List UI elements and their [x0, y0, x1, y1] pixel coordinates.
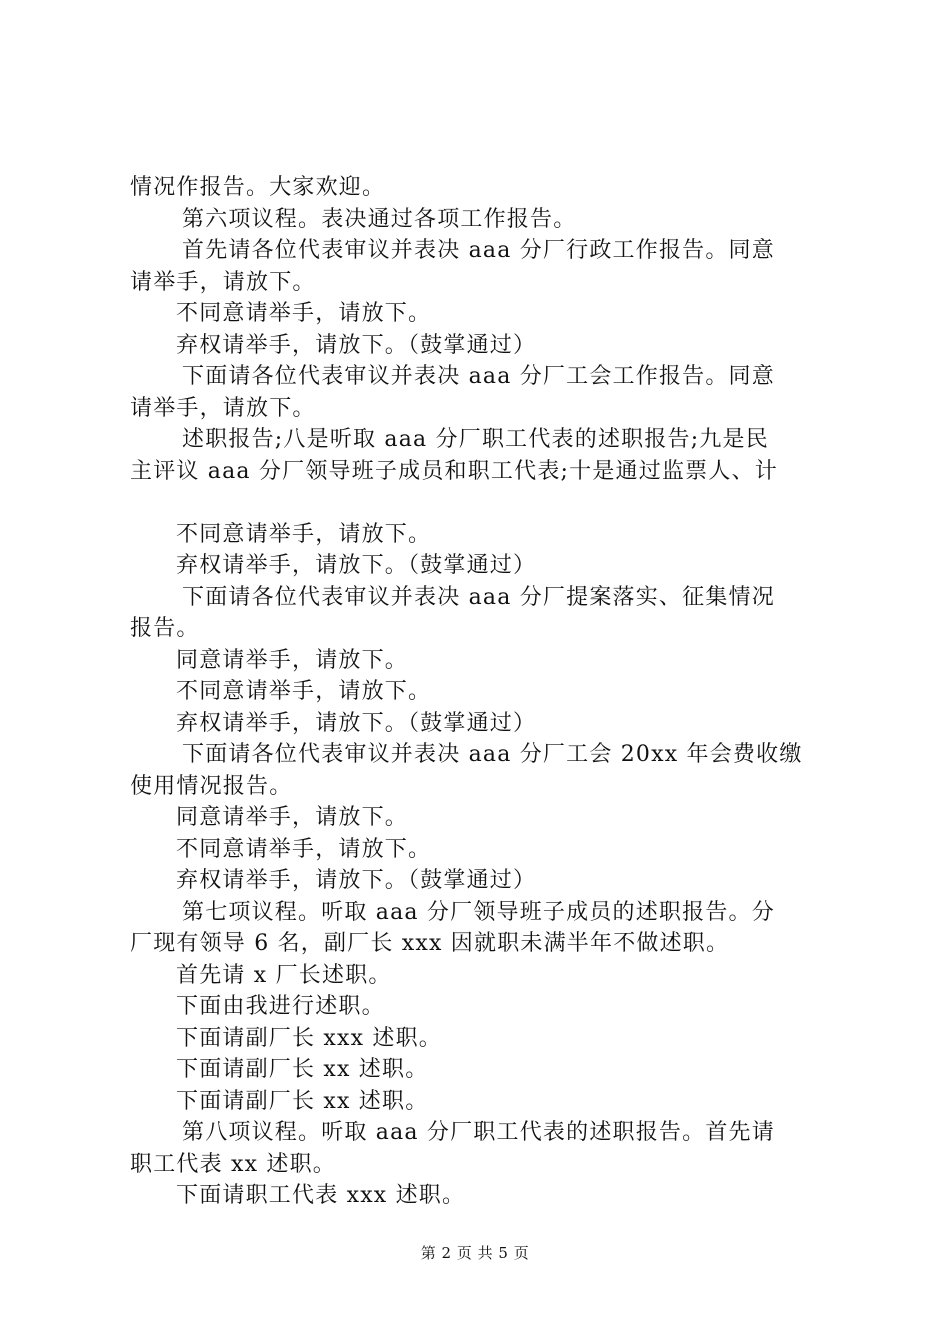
text-line: 同意请举手，请放下。 — [176, 647, 409, 673]
text-line: 下面请职工代表 xxx 述职。 — [176, 1183, 466, 1208]
text-line: 弃权请举手，请放下。（鼓掌通过） — [176, 553, 537, 578]
text-line: 述职报告;八是听取 aaa 分厂职工代表的述职报告;九是民 — [182, 427, 769, 452]
text-line: 厂现有领导 6 名，副厂长 xxx 因就职未满半年不做述职。 — [130, 931, 730, 956]
text-line: 第六项议程。表决通过各项工作报告。 — [182, 206, 577, 232]
text-line: 下面请各位代表审议并表决 aaa 分厂提案落实、征集情况 — [182, 584, 775, 610]
blank-gap — [130, 487, 830, 519]
text-line: 下面请副厂长 xxx 述职。 — [176, 1025, 443, 1051]
text-line: 下面请副厂长 xx 述职。 — [176, 1088, 429, 1114]
text-line: 首先请各位代表审议并表决 aaa 分厂行政工作报告。同意 — [182, 238, 775, 263]
text-line: 职工代表 xx 述职。 — [130, 1151, 337, 1177]
text-line: 下面请各位代表审议并表决 aaa 分厂工会工作报告。同意 — [182, 364, 775, 389]
text-line: 弃权请举手，请放下。（鼓掌通过） — [176, 710, 537, 736]
document-body — [130, 172, 830, 1212]
text-line: 第八项议程。听取 aaa 分厂职工代表的述职报告。首先请 — [182, 1120, 775, 1145]
text-line: 不同意请举手，请放下。 — [176, 521, 432, 547]
text-line: 同意请举手，请放下。 — [176, 805, 409, 830]
text-line: 第七项议程。听取 aaa 分厂领导班子成员的述职报告。分 — [182, 899, 775, 925]
page-number-footer: 第 2 页 共 5 页 — [420, 1244, 530, 1262]
text-line: 弃权请举手，请放下。（鼓掌通过） — [176, 332, 537, 358]
text-line: 情况作报告。大家欢迎。 — [130, 175, 386, 200]
text-line: 不同意请举手，请放下。 — [176, 301, 432, 326]
text-line: 不同意请举手，请放下。 — [176, 679, 432, 704]
text-line: 下面由我进行述职。 — [176, 994, 385, 1019]
text-line: 下面请副厂长 xx 述职。 — [176, 1057, 429, 1082]
text-line: 下面请各位代表审议并表决 aaa 分厂工会 20xx 年会费收缴 — [182, 742, 803, 767]
text-line: 报告。 — [130, 616, 200, 641]
text-line: 请举手，请放下。 — [130, 395, 316, 421]
text-line: 主评议 aaa 分厂领导班子成员和职工代表;十是通过监票人、计 — [130, 458, 778, 484]
text-line: 首先请 x 厂长述职。 — [176, 962, 392, 988]
text-line: 使用情况报告。 — [130, 773, 293, 799]
text-line: 弃权请举手，请放下。（鼓掌通过） — [176, 868, 537, 893]
text-line: 请举手，请放下。 — [130, 269, 316, 295]
text-line: 不同意请举手，请放下。 — [176, 836, 432, 862]
